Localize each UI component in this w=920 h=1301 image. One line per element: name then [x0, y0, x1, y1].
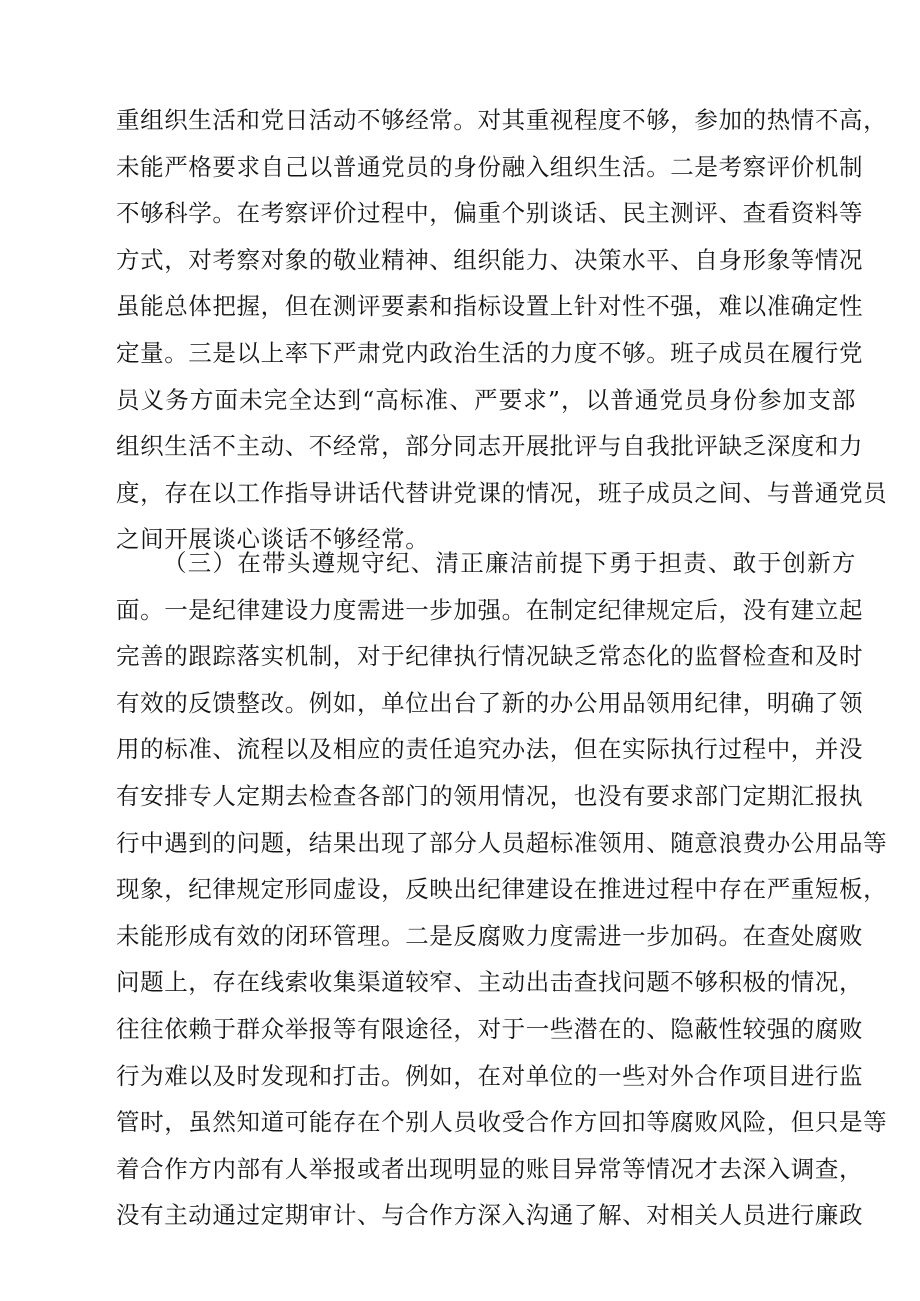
paragraph-line: 度，存在以工作指导讲话代替讲党课的情况，班子成员之间、与普通党员 [116, 478, 888, 507]
paragraph-line: 虽能总体把握，但在测评要素和指标设置上针对性不强，难以准确定性 [116, 292, 864, 321]
paragraph-line: 行为难以及时发现和打击。例如，在对单位的一些对外合作项目进行监 [116, 1061, 864, 1090]
paragraph-1 [116, 97, 888, 563]
paragraph-line: 有安排专人定期去检查各部门的领用情况，也没有要求部门定期汇报执 [116, 781, 864, 810]
paragraph-line: 现象，纪律规定形同虚设，反映出纪律建设在推进过程中存在严重短板， [116, 875, 888, 904]
paragraph-line: 未能严格要求自己以普通党员的身份融入组织生活。二是考察评价机制 [116, 152, 864, 181]
paragraph-line: 定量。三是以上率下严肃党内政治生活的力度不够。班子成员在履行党 [116, 338, 864, 367]
paragraph-line: 用的标准、流程以及相应的责任追究办法，但在实际执行过程中，并没 [116, 735, 864, 764]
paragraph-heading-line: （三）在带头遵规守纪、清正廉洁前提下勇于担责、敢于创新方 [163, 549, 856, 577]
paragraph-line: 着合作方内部有人举报或者出现明显的账目异常等情况才去深入调查， [116, 1154, 864, 1183]
paragraph-line: 重组织生活和党日活动不够经常。对其重视程度不够，参加的热情不高， [116, 106, 888, 134]
paragraph-line: 没有主动通过定期审计、与合作方深入沟通了解、对相关人员进行廉政 [116, 1201, 864, 1230]
paragraph-line: 完善的跟踪落实机制，对于纪律执行情况缺乏常态化的监督检查和及时 [116, 642, 864, 671]
paragraph-line: 未能形成有效的闭环管理。二是反腐败力度需进一步加码。在查处腐败 [116, 921, 864, 950]
paragraph-2 [116, 540, 888, 1239]
paragraph-line: 问题上，存在线索收集渠道较窄、主动出击查找问题不够积极的情况， [116, 968, 864, 997]
paragraph-line-last: 之间开展谈心谈话不够经常。 [116, 525, 430, 554]
paragraph-line: 有效的反馈整改。例如，单位出台了新的办公用品领用纪律，明确了领 [116, 688, 864, 717]
paragraph-line: 不够科学。在考察评价过程中，偏重个别谈话、民主测评、查看资料等 [116, 199, 864, 228]
paragraph-line: 往往依赖于群众举报等有限途径，对于一些潜在的、隐蔽性较强的腐败 [116, 1014, 864, 1043]
paragraph-line: 方式，对考察对象的敬业精神、组织能力、决策水平、自身形象等情况 [116, 245, 864, 274]
paragraph-line: 管时，虽然知道可能存在个别人员收受合作方回扣等腐败风险，但只是等 [116, 1108, 888, 1137]
paragraph-line: 面。一是纪律建设力度需进一步加强。在制定纪律规定后，没有建立起 [116, 595, 864, 624]
paragraph-line: 行中遇到的问题，结果出现了部分人员超标准领用、随意浪费办公用品等 [116, 828, 888, 857]
paragraph-line: 员义务方面未完全达到“高标准、严要求”，以普通党员身份参加支部 [116, 385, 856, 414]
paragraph-line: 组织生活不主动、不经常，部分同志开展批评与自我批评缺乏深度和力 [116, 432, 864, 461]
